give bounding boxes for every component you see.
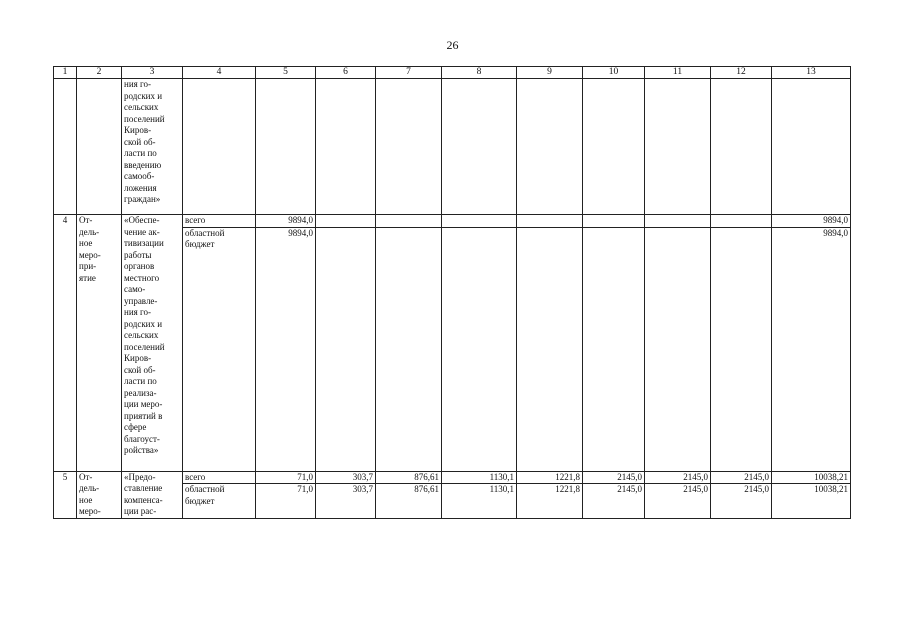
value-cell: 876,61 (376, 471, 442, 484)
cell-line: благоуст- (124, 433, 160, 444)
cell-line: граждан» (124, 194, 161, 204)
cell-line: самооб- (124, 171, 155, 181)
cell-line: ской об- (124, 364, 156, 375)
cell-line: при- (79, 261, 97, 271)
value-cell: 10038,21 (772, 471, 851, 484)
value-cell (711, 227, 772, 471)
value-cell (645, 215, 711, 228)
cell-line: сельских (124, 330, 159, 340)
column-header: 4 (183, 67, 256, 79)
cell-line: От- (79, 471, 93, 482)
cell-line: Киров- (124, 125, 152, 135)
value-cell (772, 79, 851, 215)
cell-line: меро- (79, 506, 101, 516)
value-cell: 2145,0 (645, 471, 711, 484)
value-cell: 1221,8 (517, 471, 583, 484)
cell-line: сельских (124, 102, 159, 112)
value-cell: 303,7 (316, 471, 376, 484)
cell-line: управле- (124, 295, 158, 306)
cell-line: чение ак- (124, 226, 160, 237)
value-cell (442, 79, 517, 215)
cell-line: ции рас- (124, 506, 157, 516)
cell-line: Киров- (124, 353, 152, 363)
value-cell (316, 227, 376, 471)
cell-line: само- (124, 284, 146, 294)
header-row (54, 67, 851, 79)
column-header: 1 (54, 67, 77, 79)
value-cell (376, 227, 442, 471)
measure-name (122, 79, 183, 215)
page-number: 26 (446, 38, 459, 52)
column-header: 3 (122, 67, 183, 79)
value-cell: 71,0 (256, 484, 316, 518)
measure-type (77, 215, 122, 472)
value-cell (316, 215, 376, 228)
cell-line: дель- (79, 226, 100, 237)
column-header: 10 (583, 67, 645, 79)
value-cell: 1221,8 (517, 484, 583, 518)
column-header: 5 (256, 67, 316, 79)
value-cell (316, 79, 376, 215)
value-cell: 2145,0 (583, 484, 645, 518)
value-cell (517, 79, 583, 215)
value-cell (711, 79, 772, 215)
row-number: 5 (54, 471, 77, 518)
table-row (54, 471, 851, 484)
value-cell: 9894,0 (772, 215, 851, 228)
value-cell: 9894,0 (256, 227, 316, 471)
column-header: 7 (376, 67, 442, 79)
cell-line: компенса- (124, 494, 163, 505)
cell-line: дель- (79, 483, 100, 493)
value-cell (442, 227, 517, 471)
value-cell (376, 215, 442, 228)
funding-source (183, 79, 256, 215)
value-cell (583, 227, 645, 471)
measure-type (77, 79, 122, 215)
cell-line: ставление (124, 483, 163, 493)
column-header: 6 (316, 67, 376, 79)
value-cell (376, 79, 442, 215)
cell-line: ложения (124, 182, 157, 193)
value-cell (711, 215, 772, 228)
value-cell: 1130,1 (442, 484, 517, 518)
cell-line: работы (124, 249, 152, 260)
column-header: 2 (77, 67, 122, 79)
cell-line: местного (124, 272, 160, 283)
value-cell (645, 227, 711, 471)
cell-line: введению (124, 159, 162, 170)
cell-line: ции меро- (124, 399, 163, 409)
value-cell: 2145,0 (583, 471, 645, 484)
value-cell: 1130,1 (442, 471, 517, 484)
cell-line: «Предо- (124, 471, 156, 482)
cell-line: ное (79, 238, 93, 248)
funding-source: всего (183, 471, 256, 484)
cell-line: ятие (79, 272, 96, 283)
row-number (54, 79, 77, 215)
column-header: 9 (517, 67, 583, 79)
value-cell (517, 227, 583, 471)
column-header: 8 (442, 67, 517, 79)
row-number: 4 (54, 215, 77, 472)
value-cell: 10038,21 (772, 484, 851, 518)
value-cell (583, 215, 645, 228)
value-cell (517, 215, 583, 228)
value-cell (583, 79, 645, 215)
value-cell: 2145,0 (645, 484, 711, 518)
cell-line: поселений (124, 341, 165, 352)
cell-line: ской об- (124, 136, 156, 147)
cell-line: От- (79, 215, 93, 225)
cell-line: ласти по (124, 148, 157, 158)
cell-line: тивизации (124, 238, 164, 248)
value-cell: 303,7 (316, 484, 376, 518)
cell-line: меро- (79, 249, 101, 260)
cell-line: органов (124, 261, 155, 271)
funding-source: областной бюджет (183, 227, 256, 471)
measure-name (122, 215, 183, 472)
column-header: 13 (772, 67, 851, 79)
cell-line: ния го- (124, 79, 151, 89)
value-cell: 2145,0 (711, 484, 772, 518)
cell-line: ройства» (124, 445, 159, 455)
cell-line: сфере (124, 422, 147, 432)
funding-source: всего (183, 215, 256, 228)
cell-line: ное (79, 494, 93, 505)
cell-line: ласти по (124, 376, 157, 386)
value-cell (256, 79, 316, 215)
measure-name (122, 471, 183, 518)
table-row (54, 79, 851, 215)
cell-line: ния го- (124, 307, 151, 317)
cell-line: реализа- (124, 387, 157, 398)
funding-source: областной бюджет (183, 484, 256, 518)
cell-line: поселений (124, 113, 165, 124)
value-cell: 876,61 (376, 484, 442, 518)
cell-line: родских и (124, 90, 163, 101)
value-cell: 9894,0 (256, 215, 316, 228)
measure-type (77, 471, 122, 518)
column-header: 12 (711, 67, 772, 79)
cell-line: родских и (124, 318, 163, 329)
cell-line: «Обеспе- (124, 215, 160, 225)
table-row (54, 215, 851, 228)
value-cell (645, 79, 711, 215)
table-body (54, 79, 851, 519)
value-cell (442, 215, 517, 228)
cell-line: приятий в (124, 410, 163, 421)
value-cell: 71,0 (256, 471, 316, 484)
budget-table (53, 66, 851, 519)
column-header: 11 (645, 67, 711, 79)
value-cell: 2145,0 (711, 471, 772, 484)
value-cell: 9894,0 (772, 227, 851, 471)
